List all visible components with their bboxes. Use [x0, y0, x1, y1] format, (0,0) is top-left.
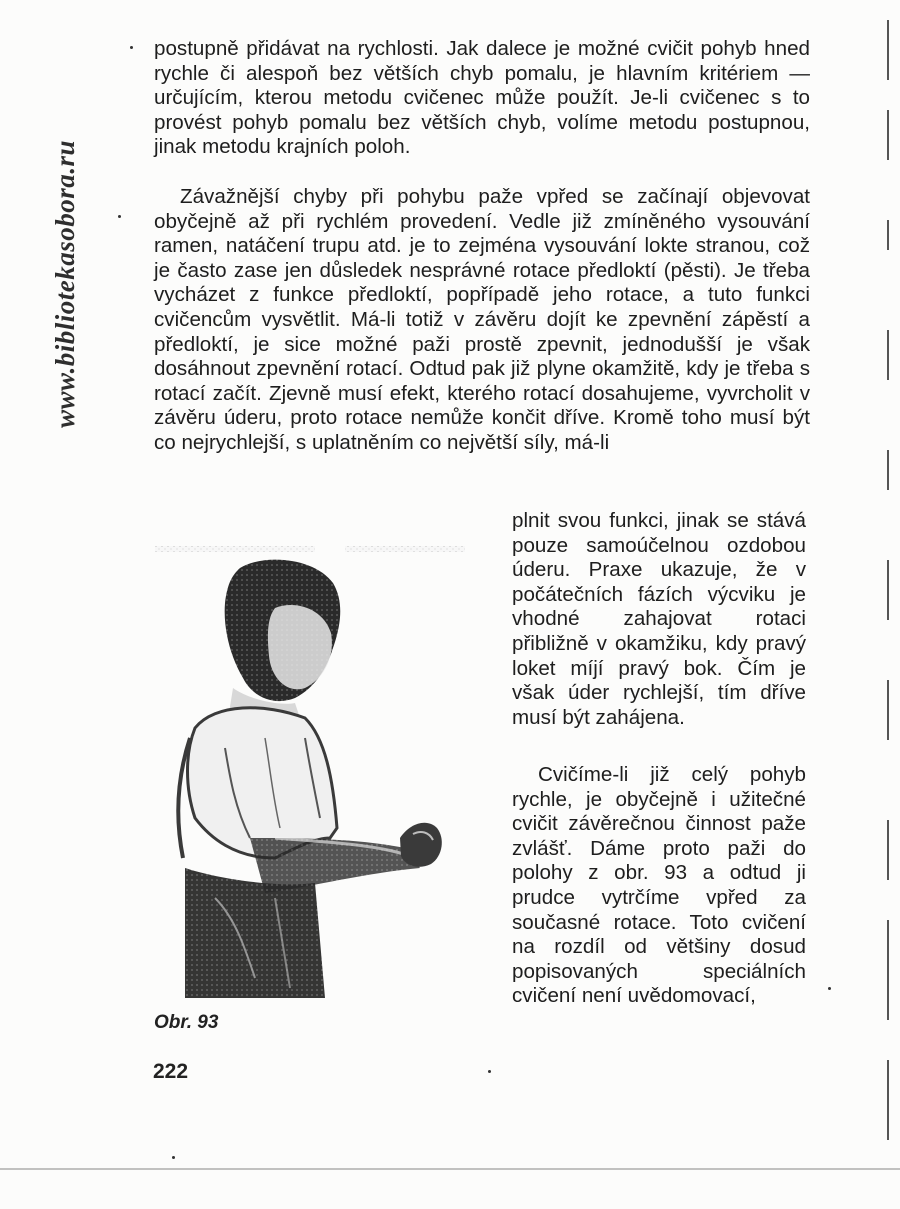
watermark: [22, 20, 80, 430]
page-edge-marks: [885, 20, 891, 1170]
paragraph-2: Závažnější chyby při pohybu paže vpřed se začínají objevovat obyčejně až při rychlém provedení. Vedle již zmíněného vysouvání ramen, natáčení trupu atd. je to zejména vysouvání lokte stranou, což je často zase jen důsledek nesprávné rotace předloktí (pěsti). Je třeba vycházet z funkce předloktí, popřípadě jeho rotace, a tuto funkci cvičencům vysvětlit. Má-li totiž v závěru dojít ke zpevnění zápěstí a předloktí, je sice možné paži prostě zpevnit, jednodušší je však dosáhnout zpevnění rotací. Odtud pak již plyne okamžitě, kdy je třeba s rotací začít. Zjevně musí efekt, kterého rotací dosahujeme, vyvrcholit v závěru úderu, proto rotace nemůže končit dříve. Kromě toho musí být co nejrychlejší, s uplatněním co největší síly, má-li: [154, 185, 810, 454]
ink-speck: [118, 215, 121, 218]
ink-speck: [828, 987, 831, 990]
ink-speck: [172, 1156, 175, 1159]
paragraph-3: plnit svou funkci, jinak se stává pouze samoúčelnou ozdobou úderu. Praxe ukazuje, že v počátečních fázích výcviku je vhodné zahajovat rotaci přibližně v okamžiku, kdy pravý loket míjí pravý bok. Čím je však úder rychlejší, tím dříve musí být zahájena.: [512, 509, 806, 729]
page-number: 222: [153, 1060, 189, 1083]
paragraph-1: postupně přidávat na rychlosti. Jak dalece je možné cvičit pohyb hned rychle či alespoň bez větších chyb pomalu, je hlavním kritériem — určujícím, kterou metodu cvičenec může použít. Je-li cvičenec s to provést pohyb pomalu bez větších chyb, volíme metodu postupnou, jinak metodu krajních poloh.: [154, 37, 810, 159]
ink-speck: [130, 46, 133, 49]
watermark-text: www.bibliotekasobora.ru: [50, 139, 80, 428]
figure-caption: Obr. 93: [154, 1012, 219, 1033]
ink-speck: [488, 1070, 491, 1073]
paragraph-4: Cvičíme-li již celý pohyb rychle, je obyčejně i užitečné cvičit závěrečnou činnost paže zvlášť. Dáme proto paži do polohy z obr. 93 a odtud ji prudce vytrčíme vpřed za současné rotace. Toto cvičení na rozdíl od většiny dosud popisovaných speciálních cvičení není uvědomovací,: [512, 763, 806, 1008]
page-bottom-edge: [0, 1168, 900, 1170]
boxer-photo: [155, 538, 495, 998]
